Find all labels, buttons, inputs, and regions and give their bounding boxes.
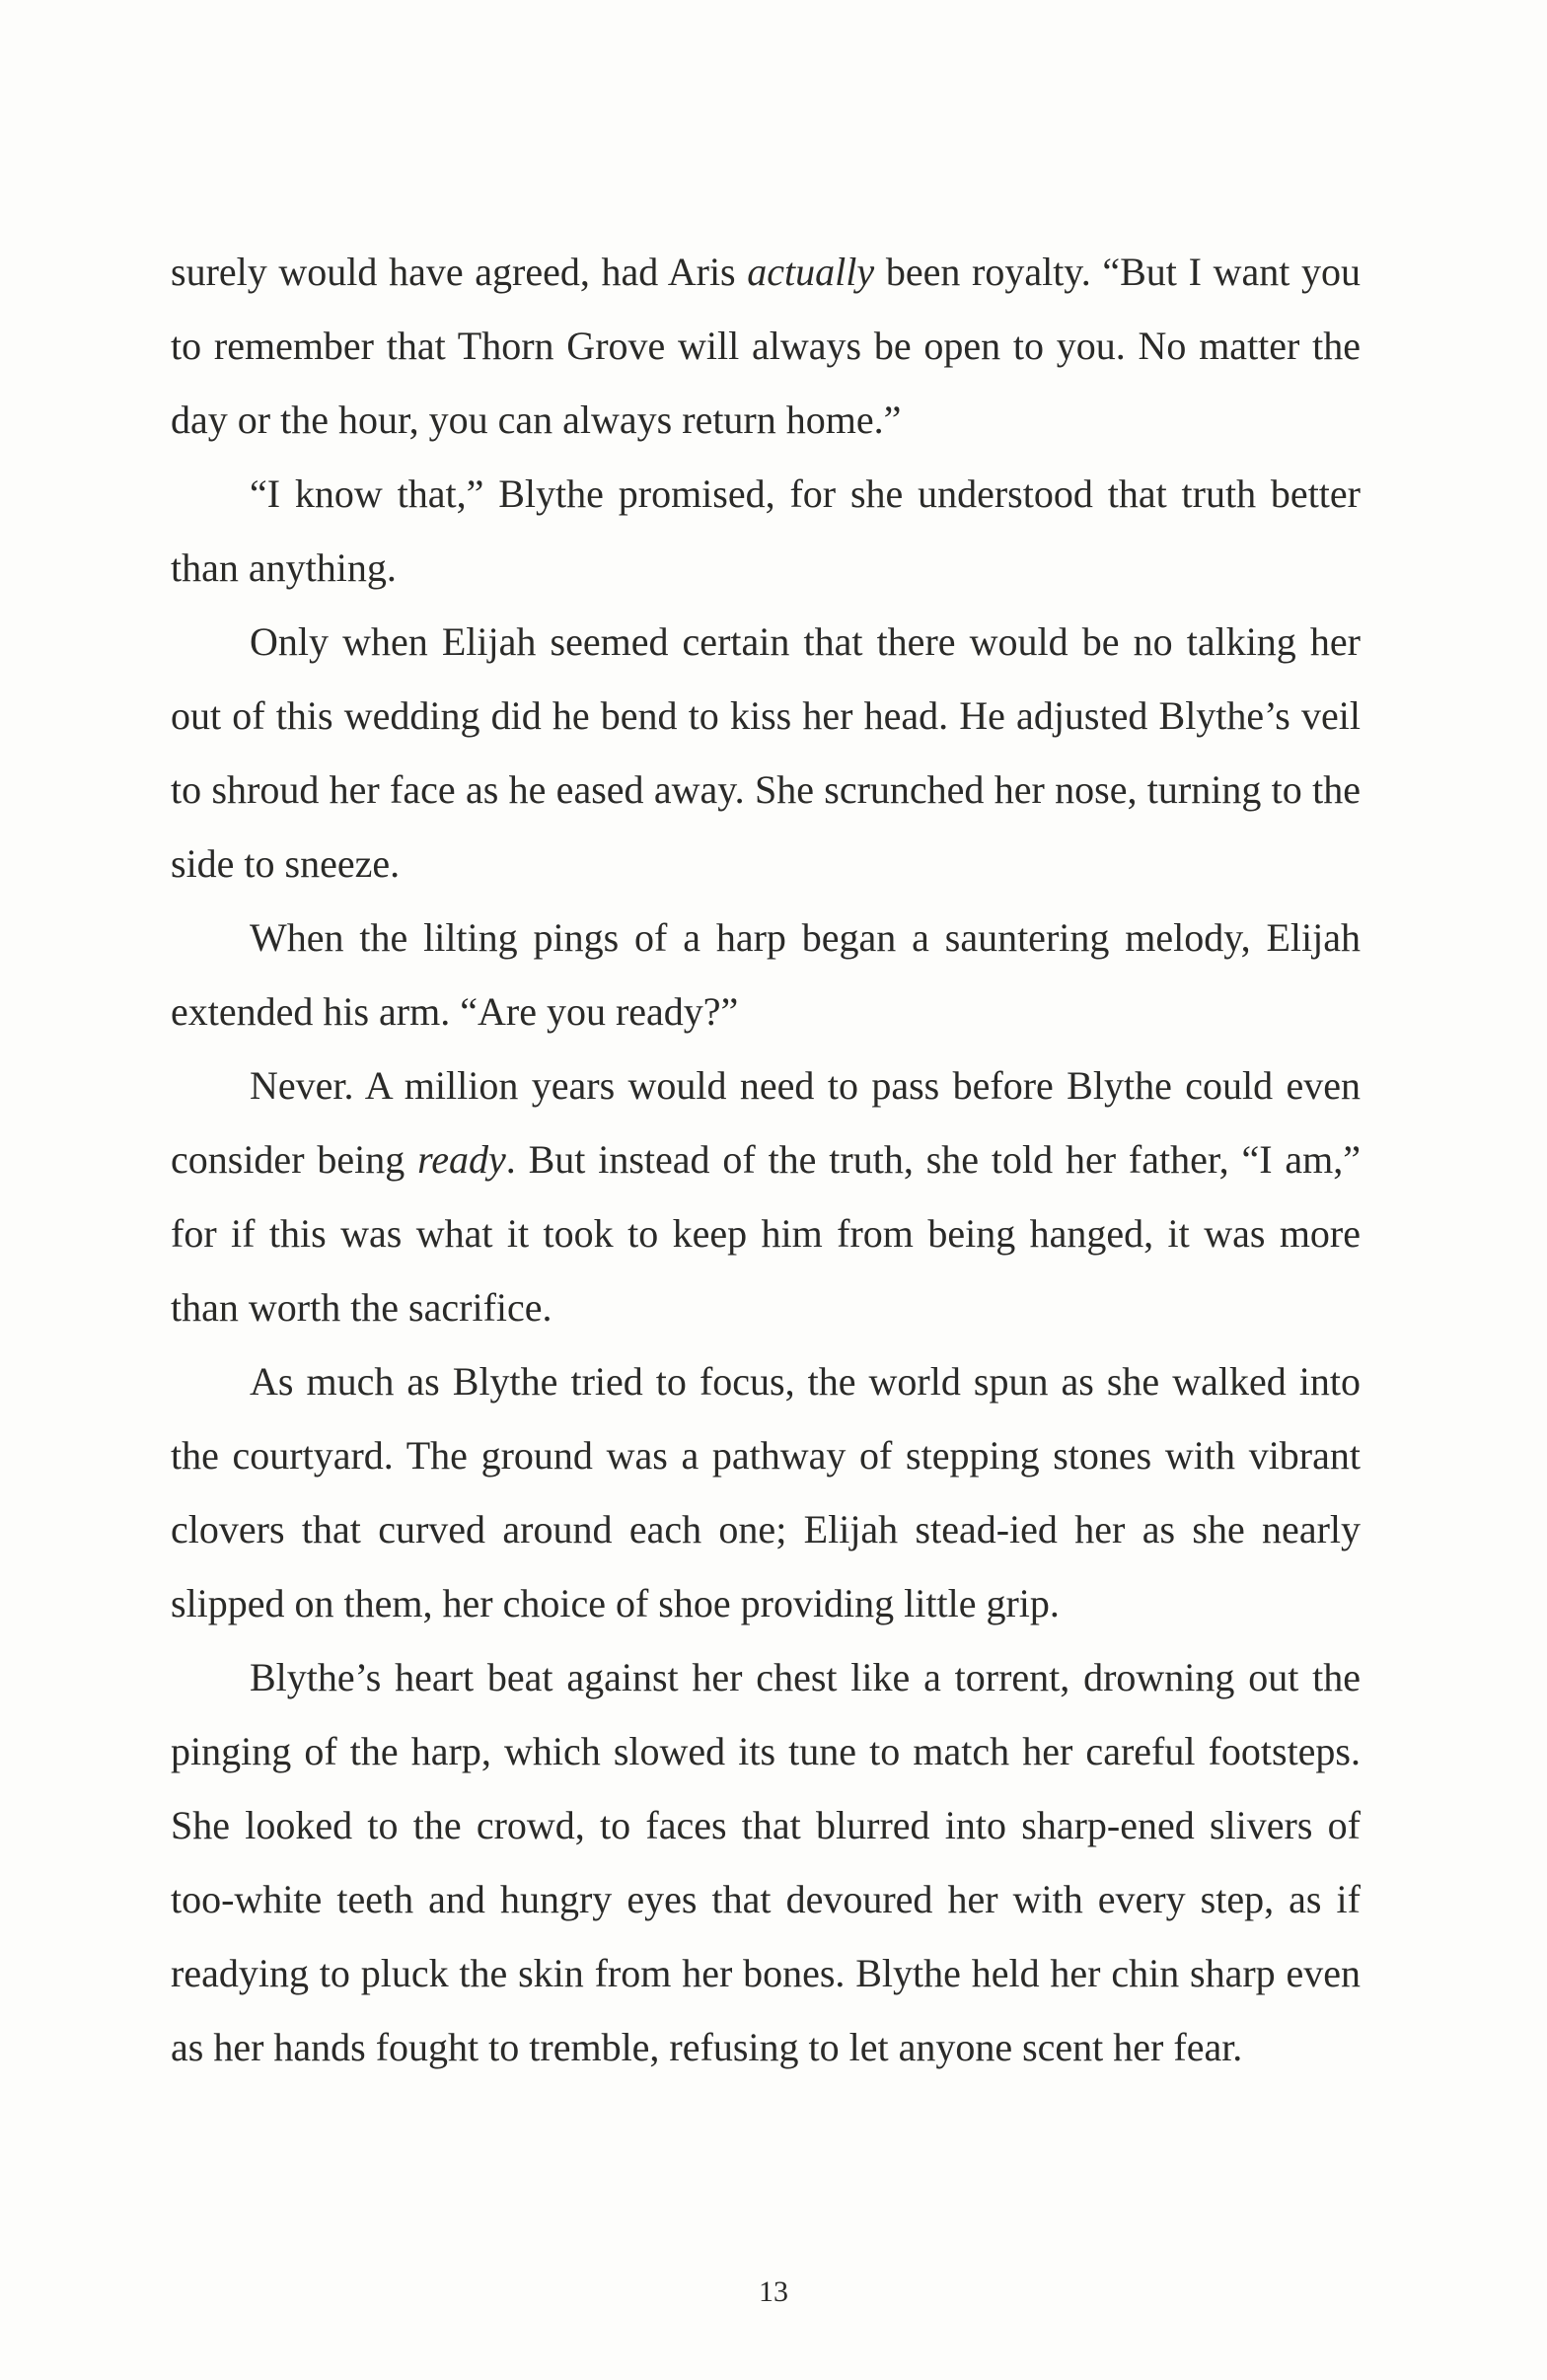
paragraph: [171, 1344, 1361, 1640]
text-segment: surely would have agreed, had Aris: [171, 250, 748, 294]
paragraph: [171, 1048, 1361, 1344]
paragraph: [171, 1640, 1361, 2084]
body-text: [171, 235, 1361, 2084]
text-segment: When the lilting pings of a harp began a sauntering melody, Elijah extended his arm. “Are you ready?”: [171, 915, 1361, 1034]
text-segment: Blythe’s heart beat against her chest like a torrent, drowning out the pinging of the harp, which slowed its tune to match her careful footsteps. She looked to the crowd, to faces that blurred into sharp-ened slivers of too-white teeth and hungry eyes that devoured her with every step, as if readying to pluck the skin from her bones. Blythe held her chin sharp even as her hands fought to tremble, refusing to let anyone scent her fear.: [171, 1655, 1361, 2069]
text-segment: . But instead of the truth, she told her father, “I am,” for if this was what it took to keep him from being hanged, it was more than worth the sacrifice.: [171, 1137, 1362, 1330]
page-number: 13: [759, 2275, 788, 2308]
italic-text: ready: [417, 1137, 506, 1182]
text-segment: “I know that,” Blythe promised, for she understood that truth better than anything.: [171, 471, 1361, 590]
paragraph: [171, 457, 1361, 605]
text-segment: Never. A million years would need to pass before Blythe could even consider being: [171, 1063, 1361, 1182]
paragraph: [171, 901, 1361, 1048]
text-segment: been royalty. “But I want you to remember that Thorn Grove will always be open to you. No matter the day or the hour, you can always return home.”: [171, 250, 1361, 442]
paragraph: [171, 605, 1361, 901]
text-segment: As much as Blythe tried to focus, the world spun as she walked into the courtyard. The ground was a pathway of stepping stones with vibrant clovers that curved around each one; Elijah stead-ied her as she nearly slipped on them, her choice of shoe providing little grip.: [171, 1359, 1361, 1625]
text-segment: Only when Elijah seemed certain that there would be no talking her out of this wedding did he bend to kiss her head. He adjusted Blythe’s veil to shroud her face as he eased away. She scrunched her nose, turning to the side to sneeze.: [171, 619, 1361, 886]
paragraph: [171, 235, 1361, 457]
italic-text: actually: [747, 250, 875, 294]
